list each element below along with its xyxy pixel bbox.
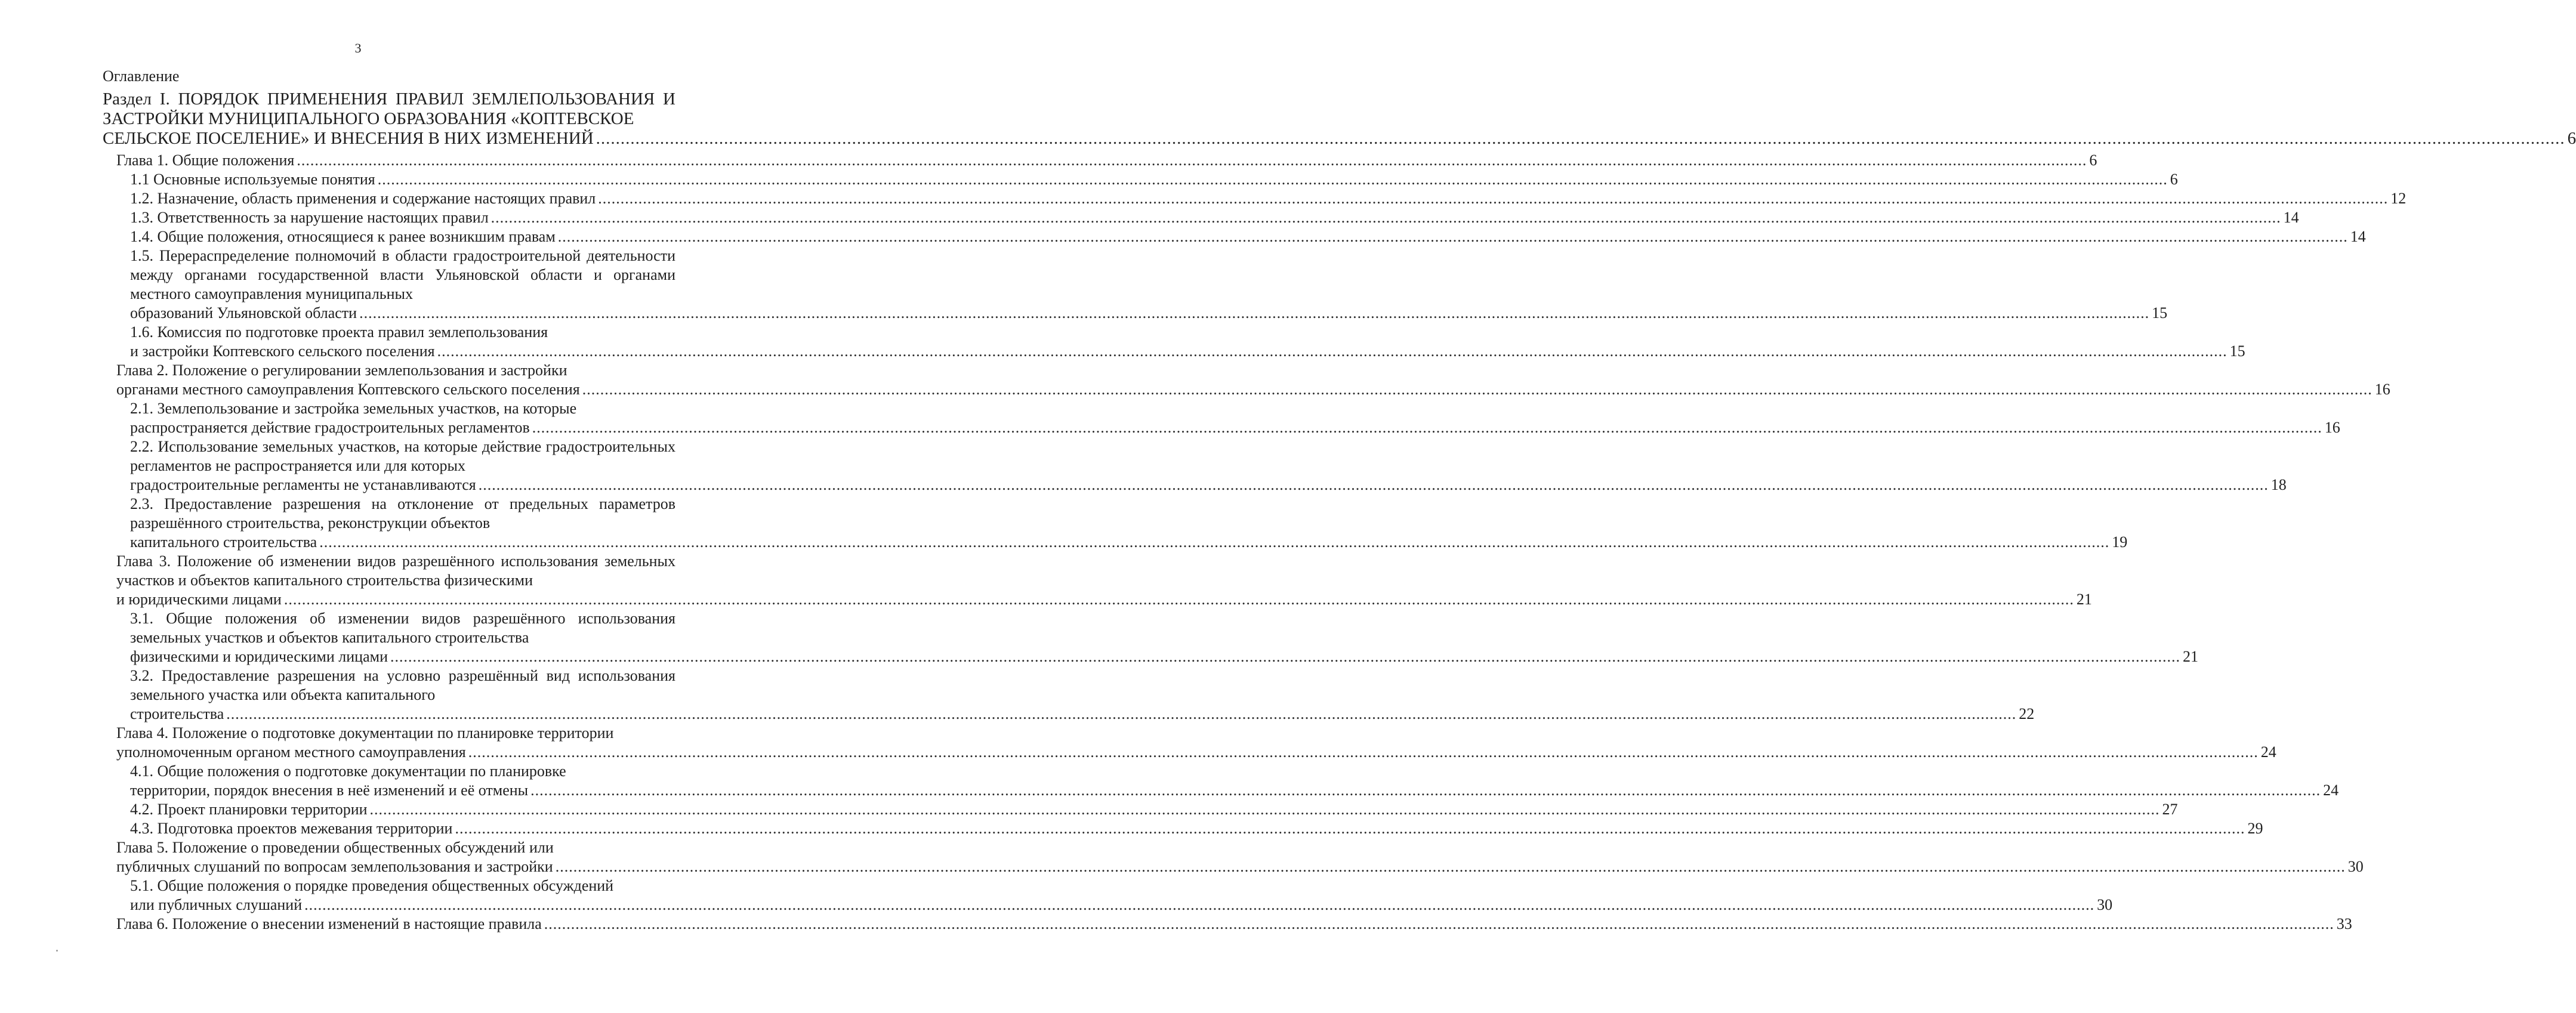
toc-entry-text: 1.6. Комиссия по подготовке проекта правил землепользования: [130, 323, 548, 341]
dot-leader: ................................................................................................................................................................................................................................................................................................................................................................................................................: [468, 743, 2259, 761]
toc-entry-last-line: [116, 380, 2390, 399]
toc-entry-text: или публичных слушаний: [130, 896, 303, 913]
dot-leader: ................................................................................................................................................................................................................................................................................................................................................................................................................: [369, 801, 2160, 818]
toc-page-number: 12: [2390, 190, 2407, 207]
toc-page-number: 30: [2097, 896, 2113, 913]
toc-entry-chapter: [116, 915, 2352, 934]
toc-entry-text: и юридическими лицами: [116, 591, 282, 608]
toc-entry-text: 2.1. Землепользование и застройка земельных участков, на которые: [130, 400, 577, 417]
toc-entry-subsection: [130, 609, 2198, 666]
toc-page-number: 22: [2019, 705, 2035, 722]
toc-entry-text: 5.1. Общие положения о порядке проведения общественных обсуждений: [130, 877, 614, 894]
toc-entry-subsection: [130, 437, 2287, 495]
toc-page-number: 24: [2260, 743, 2276, 761]
toc-entry-last-line: [130, 342, 2245, 361]
dot-leader: ................................................................................................................................................................................................................................................................................................................................................................................................................: [490, 209, 2281, 226]
toc-entry-text: физическими и юридическими лицами: [130, 648, 388, 665]
dot-leader: ................................................................................................................................................................................................................................................................................................................................................................................................................: [598, 190, 2389, 207]
toc-entry-chapter: [116, 838, 2364, 876]
toc-entry-text: публичных слушаний по вопросам землепользования и застройки: [116, 858, 553, 875]
toc-entry-last-line: [130, 781, 2339, 800]
toc-entry-text: 3.1. Общие положения об изменении видов разрешённого использования земельных участков и объектов капитального строительства: [130, 610, 675, 646]
toc-entry-subsection: [130, 819, 2263, 838]
toc-entry-text: 1.5. Перераспределение полномочий в области градостроительной деятельности между органами государственной власти Ульяновской области и органами местного самоуправления муниципальных: [130, 247, 675, 302]
dot-leader: ................................................................................................................................................................................................................................................................................................................................................................................................................: [304, 896, 2095, 913]
toc-entry-last-line: [130, 705, 2035, 724]
toc-entry-text: распространяется действие градостроительных регламентов: [130, 419, 530, 436]
toc-entry-text: СЕЛЬСКОЕ ПОСЕЛЕНИЕ» И ВНЕСЕНИЯ В НИХ ИЗМЕНЕНИЙ: [103, 129, 594, 148]
toc-entry-last-line: [130, 304, 2168, 323]
toc-page-number: 29: [2247, 820, 2263, 837]
dot-leader: ................................................................................................................................................................................................................................................................................................................................................................................................................: [226, 705, 2017, 722]
toc-entry-text: и застройки Коптевского сельского поселения: [130, 342, 435, 360]
dot-leader: ................................................................................................................................................................................................................................................................................................................................................................................................................: [319, 533, 2110, 551]
toc-entry-subsection: [130, 208, 2299, 227]
toc-entry-text: строительства: [130, 705, 224, 722]
toc-entry-last-line: [130, 208, 2299, 227]
toc-entry-text: образований Ульяновской области: [130, 304, 357, 322]
toc-entry-subsection: [130, 876, 2113, 915]
toc-page-number: 18: [2270, 476, 2287, 493]
toc-entry-text: 1.2. Назначение, область применения и содержание настоящих правил: [130, 190, 596, 207]
toc-entry-last-line: [116, 151, 2097, 170]
page-number: 3: [354, 41, 362, 55]
toc-entry-chapter: [116, 552, 2092, 609]
table-of-contents: [103, 67, 2576, 934]
dot-leader: ................................................................................................................................................................................................................................................................................................................................................................................................................: [455, 820, 2245, 837]
dot-leader: ................................................................................................................................................................................................................................................................................................................................................................................................................: [557, 228, 2348, 245]
toc-heading: Оглавление: [103, 67, 180, 85]
toc-page-number: 24: [2323, 782, 2339, 799]
toc-entry-subsection: [130, 495, 2128, 552]
toc-entry-text: 1.4. Общие положения, относящиеся к ранее возникшим правам: [130, 228, 556, 245]
toc-entry-text: 2.3. Предоставление разрешения на отклонение от предельных параметров разрешённого строительства, реконструкции объектов: [130, 495, 675, 532]
toc-entry-last-line: [116, 590, 2092, 609]
toc-page-number: 14: [2283, 209, 2299, 226]
toc-entry-text: Глава 5. Положение о проведении общественных обсуждений или: [116, 839, 554, 856]
toc-page-number: 6: [2170, 171, 2178, 188]
toc-entry-last-line: [130, 819, 2263, 838]
toc-entry-last-line: [130, 533, 2128, 552]
toc-entry-text: Раздел I. ПОРЯДОК ПРИМЕНЕНИЯ ПРАВИЛ ЗЕМЛЕПОЛЬЗОВАНИЯ И ЗАСТРОЙКИ МУНИЦИПАЛЬНОГО ОБРАЗОВАНИЯ «КОПТЕВСКОЕ: [103, 89, 675, 128]
toc-page-number: 21: [2076, 591, 2092, 608]
toc-entry-subsection: [130, 666, 2035, 724]
toc-page-number: 27: [2162, 801, 2178, 818]
toc-entry-last-line: [130, 170, 2178, 189]
toc-page-number: 33: [2336, 915, 2352, 932]
toc-entry-text: 2.2. Использование земельных участков, на которые действие градостроительных регламентов не распространяется или для которых: [130, 438, 675, 474]
toc-page-number: 21: [2182, 648, 2198, 665]
toc-page-number: 16: [2324, 419, 2340, 436]
toc-entry-subsection: [130, 170, 2178, 189]
toc-entry-text: уполномоченным органом местного самоуправления: [116, 743, 466, 761]
toc-entry-subsection: [130, 399, 2340, 437]
toc-page-number: 6: [2567, 129, 2576, 148]
toc-entry-text: 1.3. Ответственность за нарушение настоящих правил: [130, 209, 489, 226]
toc-entry-last-line: [130, 227, 2366, 246]
toc-entry-text: 3.2. Предоставление разрешения на условно разрешённый вид использования земельного участка или объекта капитального: [130, 667, 675, 703]
dot-leader: ................................................................................................................................................................................................................................................................................................................................................................................................................: [544, 915, 2334, 932]
toc-entry-subsection: [130, 189, 2407, 208]
scan-speck: [56, 950, 58, 952]
toc-entry-text: капитального строительства: [130, 533, 317, 551]
toc-entry-subsection: [130, 246, 2168, 323]
toc-page-number: 15: [2229, 342, 2245, 360]
toc-entry-last-line: [130, 418, 2340, 437]
toc-entry-text: Глава 4. Положение о подготовке документации по планировке территории: [116, 724, 614, 742]
dot-leader: ................................................................................................................................................................................................................................................................................................................................................................................................................: [555, 858, 2346, 875]
toc-entry-text: Глава 3. Положение об изменении видов разрешённого использования земельных участков и объектов капитального строительства физическими: [116, 552, 675, 589]
toc-entries: [103, 89, 2576, 934]
toc-entry-text: территории, порядок внесения в неё изменений и её отмены: [130, 782, 529, 799]
toc-page-number: 16: [2374, 381, 2390, 398]
toc-entry-chapter: [116, 151, 2097, 170]
dot-leader: ................................................................................................................................................................................................................................................................................................................................................................................................................: [437, 342, 2228, 360]
toc-entry-text: 4.1. Общие положения о подготовке документации по планировке: [130, 762, 566, 780]
dot-leader: ................................................................................................................................................................................................................................................................................................................................................................................................................: [297, 152, 2087, 169]
toc-entry-subsection: [130, 762, 2339, 800]
dot-leader: ................................................................................................................................................................................................................................................................................................................................................................................................................: [596, 129, 2565, 148]
toc-page-number: 14: [2350, 228, 2366, 245]
toc-entry-last-line: [130, 475, 2287, 495]
toc-entry-subsection: [130, 800, 2178, 819]
dot-leader: ................................................................................................................................................................................................................................................................................................................................................................................................................: [359, 304, 2150, 322]
dot-leader: ................................................................................................................................................................................................................................................................................................................................................................................................................: [390, 648, 2180, 665]
toc-page-number: 6: [2089, 152, 2097, 169]
toc-entry-section: [103, 89, 2576, 149]
dot-leader: ................................................................................................................................................................................................................................................................................................................................................................................................................: [283, 591, 2074, 608]
toc-entry-last-line: [130, 647, 2198, 666]
dot-leader: ................................................................................................................................................................................................................................................................................................................................................................................................................: [478, 476, 2269, 493]
dot-leader: ................................................................................................................................................................................................................................................................................................................................................................................................................: [582, 381, 2373, 398]
toc-entry-subsection: [130, 323, 2245, 361]
toc-page-number: 15: [2152, 304, 2168, 322]
toc-entry-text: Глава 6. Положение о внесении изменений в настоящие правила: [116, 915, 542, 932]
toc-entry-last-line: [130, 800, 2178, 819]
toc-entry-chapter: [116, 361, 2390, 399]
toc-entry-subsection: [130, 227, 2366, 246]
toc-entry-text: Глава 1. Общие положения: [116, 152, 295, 169]
toc-entry-text: органами местного самоуправления Коптевского сельского поселения: [116, 381, 580, 398]
toc-entry-text: 4.2. Проект планировки территории: [130, 801, 368, 818]
toc-page-number: 30: [2347, 858, 2364, 875]
toc-entry-text: 4.3. Подготовка проектов межевания территории: [130, 820, 453, 837]
toc-entry-last-line: [116, 915, 2352, 934]
dot-leader: ................................................................................................................................................................................................................................................................................................................................................................................................................: [377, 171, 2168, 188]
toc-entry-last-line: [130, 189, 2407, 208]
toc-entry-last-line: [116, 743, 2276, 762]
dot-leader: ................................................................................................................................................................................................................................................................................................................................................................................................................: [532, 419, 2322, 436]
toc-page-number: 19: [2112, 533, 2128, 551]
toc-entry-chapter: [116, 724, 2276, 762]
toc-entry-last-line: [130, 895, 2113, 915]
toc-entry-last-line: [116, 857, 2364, 876]
toc-entry-last-line: [103, 129, 2576, 149]
toc-entry-text: 1.1 Основные используемые понятия: [130, 171, 375, 188]
toc-entry-text: Глава 2. Положение о регулировании землепользования и застройки: [116, 362, 567, 379]
toc-entry-text: градостроительные регламенты не устанавливаются: [130, 476, 476, 493]
dot-leader: ................................................................................................................................................................................................................................................................................................................................................................................................................: [530, 782, 2321, 799]
